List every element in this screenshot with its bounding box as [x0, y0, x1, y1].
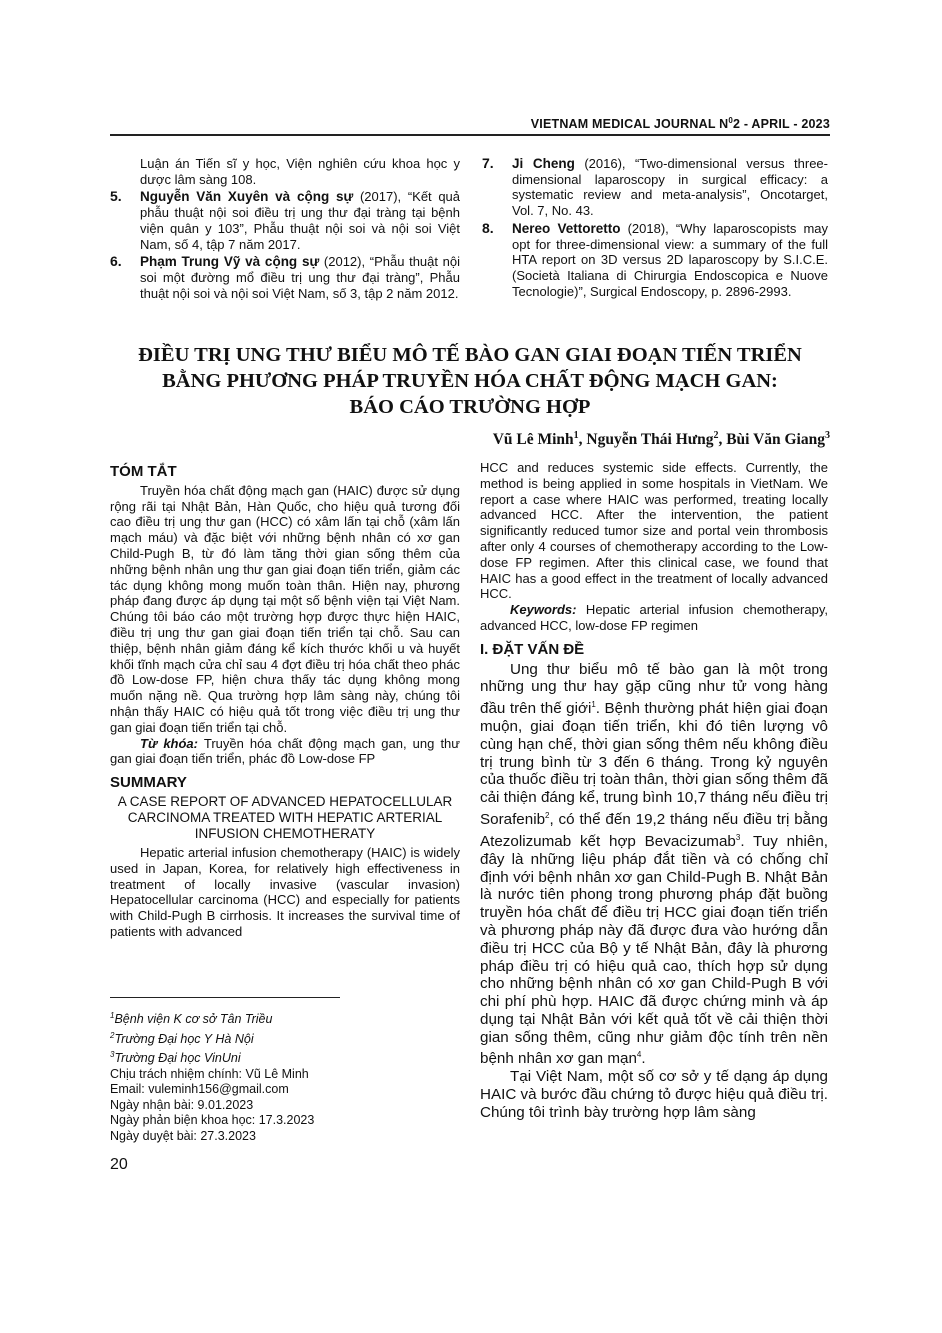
affiliation: $^3$Trường Đại học VinUni	[110, 1050, 241, 1066]
reference-item: 8. Nereo Vettoretto (2018), “Why laparoscopists may opt for three-dimensional view: a summary of the full HTA report on 3D versus 2D laparoscopy by S.I.C.E. (Società Italiana di Chirurgia Endoscopica e Nuove Tecnologie)”, Surgical Endoscopy, p. 2896-2993.	[482, 219, 828, 299]
intro-paragraph: Tại Việt Nam, một số cơ sở y tế dạng áp dụng HAIC và bước đầu chứng tỏ được hiệu quả điều trị. Chúng tôi trình bày trường hợp lâm sàng	[480, 1068, 828, 1121]
references-left	[110, 156, 460, 303]
abstract-keywords: Từ khóa: Truyền hóa chất động mạch gan, ung thư gan giai đoạn tiến triển, phác đồ Low-dose FP	[110, 735, 460, 767]
reference-item: 6. Phạm Trung Vỹ và cộng sự (2012), “Phẫu thuật nội soi một đường mổ điều trị ung thư đại tràng”, Phẫu thuật nội soi và nội soi Việt Nam, số 3, tập 2 năm 2012.	[110, 253, 461, 301]
header-divider	[110, 134, 830, 136]
date-received: Ngày nhận bài: 9.01.2023	[110, 1097, 254, 1112]
affiliation: $^1$Bệnh viện K cơ sở Tân Triều	[110, 1011, 273, 1027]
footnotes	[110, 1008, 460, 1144]
summary-keywords: Keywords: Hepatic arterial infusion chemotherapy, advanced HCC, low-dose FP regimen	[480, 602, 828, 633]
summary-title: A CASE REPORT OF ADVANCED HEPATOCELLULAR CARCINOMA TREATED WITH HEPATIC ARTERIAL INFUSION CHEMOTHERATY	[117, 793, 453, 841]
intro-heading: I. ĐẶT VẤN ĐỀ	[480, 640, 585, 658]
corresponding-author: Chịu trách nhiệm chính: Vũ Lê Minh	[110, 1066, 309, 1081]
email: Email: vuleminh156@gmail.com	[110, 1082, 289, 1097]
left-column	[110, 460, 460, 940]
right-column	[480, 460, 828, 1122]
summary-body-continued: HCC and reduces systemic side effects. Currently, the method is being applied in some hospitals in VietNam. We report a case where HAIC was performed, treating locally advanced HCC. After the intervention, the patient significantly reduced tumor size and portal vein thrombosis after only 4 courses of chemotherapy according to the Low-dose FP regimen. After this clinical case, we found that HAIC has a good effect in the treatment of locally advanced HCC.	[480, 460, 828, 602]
abstract-body: Truyền hóa chất động mạch gan (HAIC) được sử dụng rộng rãi tại Nhật Bản, Hàn Quốc, cho hiệu quả tương đối cao điều trị ung thư gan (HCC) có xâm lấn tại chỗ (xâm lấn mạch máu) và đặc biệt với những bệnh nhân có xơ gan Child-Pugh B, từ đó làm tăng thời gian sống thêm của những bệnh nhân ung thư gan giai đoạn tiến triển, giảm các tác dụng không mong muốn toàn thân. Hiện nay, phương pháp đang được áp dụng tại một số bệnh viện tại Việt Nam. Chúng tôi báo cáo một trường hợp được thực hiện HAIC, điều trị ung thư gan giai đoạn tiến triển tại chỗ. Sau can thiệp, bệnh nhân giảm đáng kể kích thước khối u và huyết khối tĩnh mạch cửa chỉ sau 4 đợt điều trị hóa chất theo phác đồ Low-dose FP, hiện chưa thấy tác dụng không mong muốn nặng nề. Qua trường hợp lâm sàng này, chúng tôi nhận thấy HAIC có hiệu quả tốt trong việc điều trị ung thư gan giai đoạn tiến triển tại chỗ.	[110, 482, 460, 735]
summary-heading: SUMMARY	[110, 774, 187, 792]
footnote-divider	[110, 997, 340, 998]
affiliation: $^2$Trường Đại học Y Hà Nội	[110, 1030, 254, 1046]
reference-item: 5. Nguyễn Văn Xuyên và cộng sự (2017), “Kết quả phẫu thuật nội soi điều trị ung thư đại tràng tại bệnh viện quân y 103”, Phẫu thuật nội soi và nội soi Việt Nam, số 4, tập 7 năm 2017.	[110, 188, 461, 252]
reference-item: 7. Ji Cheng (2016), “Two-dimensional versus three-dimensional laparoscopy in surgical efficacy: a systematic review and meta-analysis”, Oncotarget, Vol. 7, No. 43.	[482, 155, 828, 219]
abstract-heading: TÓM TẮT	[110, 463, 177, 480]
article-title: ĐIỀU TRỊ UNG THƯ BIỂU MÔ TẾ BÀO GAN GIAI ĐOẠN TIẾN TRIỂN BẰNG PHƯƠNG PHÁP TRUYỀN HÓA CHẤT ĐỘNG MẠCH GAN: BÁO CÁO TRƯỜNG HỢP	[138, 344, 802, 418]
author-list: Vũ Lê Minh$^1$, Nguyễn Thái Hưng$^2$, Bùi Văn Giang$^3$	[492, 430, 830, 449]
references-right	[482, 156, 828, 301]
journal-header: VIETNAM MEDICAL JOURNAL $N^02$ - APRIL - 2023	[530, 116, 830, 132]
intro-paragraph: Ung thư biểu mô tế bào gan là một trong những ung thư hay gặp cũng như tử vong hàng đầu trên thế giới$^1$. Bệnh thường phát hiện giai đoạn muộn, giai đoạn tiến triển, khi đó tiên lượng vô cùng hạn chế, thời gian sống thêm nếu không điều trị trung bình từ 3 đến 6 tháng. Trong kỷ nguyên của thuốc điều trị toàn thân, thời gian sống thêm đã cải thiện đáng kể, trung bình 10,7 tháng nếu điều trị Sorafenib$^2$, có thể đến 19,2 tháng nếu điều trị bằng Atezolizumab kết hợp Bevacizumab$^3$. Tuy nhiên, đây là những liệu pháp đắt tiền và có chống chỉ định với bệnh nhân xơ gan Child-Pugh B. Nhật Bản là nước tiên phong trong phương pháp đặt buồng truyền hóa chất để điều trị HCC giai đoạn tiến triển và phương pháp này đã được đưa vào hướng dẫn điều trị HCC của Bộ y tế Nhật Bản, đây là phương pháp điều trị có hiệu quả cao, thích hợp sử dụng cho những bệnh nhân có xơ gan Child-Pugh B với chi phí phù hợp. HAIC đã được chứng minh và áp dụng tại Nhật Bản với kết quả tốt về cải thiện thời gian sống thêm, cũng như giảm độc tính trên nền bệnh nhân xơ gan mạn$^4$.	[480, 660, 828, 1068]
date-reviewed: Ngày phản biện khoa học: 17.3.2023	[110, 1113, 315, 1128]
reference-item: Luận án Tiến sĩ y học, Viện nghiên cứu khoa học y dược lâm sàng 108.	[140, 156, 460, 187]
date-accepted: Ngày duyệt bài: 27.3.2023	[110, 1128, 256, 1143]
page-number: 20	[110, 1156, 128, 1173]
summary-body: Hepatic arterial infusion chemotherapy (HAIC) is widely used in Japan, Korea, for relatively high effectiveness in treatment of locally invasive (vascular invasion) Hepatocellular carcinoma (HCC) and especially for patients with Child-Pugh B cirrhosis. It increases the survival time of patients with advanced	[110, 844, 460, 939]
